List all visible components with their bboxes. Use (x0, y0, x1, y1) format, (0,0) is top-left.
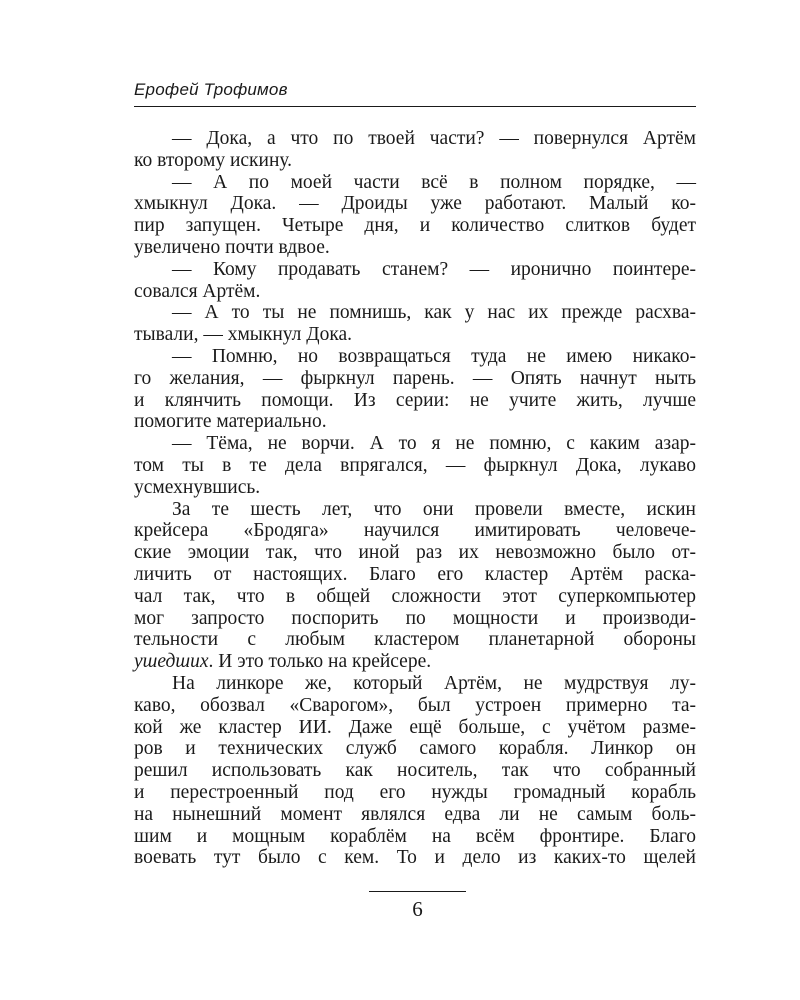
text-line: ко второму искину. (134, 149, 293, 171)
text-line: помогите материально. (134, 411, 327, 433)
text-line: том ты в те дела впрягался, — фыркнул Дока, лукаво (134, 454, 696, 476)
text-line: каво, обозвал «Сварогом», был устроен примерно та- (134, 694, 696, 716)
text-line: мог запросто поспорить по мощности и производи- (134, 607, 696, 629)
text-line: крейсера «Бродяга» научился имитировать человече- (134, 520, 696, 542)
text-line: На линкоре же, который Артём, не мудрствуя лу- (172, 672, 696, 694)
text-line: — А то ты не помнишь, как у нас их прежде расхва- (172, 302, 696, 324)
text-line: и клянчить помощи. Из серии: не учите жить, лучше (134, 389, 696, 411)
text-line: хмыкнул Дока. — Дроиды уже работают. Малый ко- (134, 193, 696, 215)
text-line: — Тёма, не ворчи. А то я не помню, с каким азар- (172, 433, 696, 455)
text-line: тельности с любым кластером планетарной обороны (134, 629, 696, 651)
text-line: и перестроенный под его нужды громадный корабль (134, 781, 696, 803)
text-line: усмехнувшись. (134, 476, 261, 498)
text-line: кой же кластер ИИ. Даже ещё больше, с учётом разме- (134, 716, 696, 738)
text-line: личить от настоящих. Благо его кластер Артём раска- (134, 563, 696, 585)
text-line: пир запущен. Четыре дня, и количество слитков будет (134, 215, 696, 237)
italic-term: ушедших (134, 651, 209, 673)
text-line: — Помню, но возвращаться туда не имею никако- (172, 345, 696, 367)
text-line: — Кому продавать станем? — иронично поинтере- (172, 258, 696, 280)
text-line: — А по моей части всё в полном порядке, — (172, 171, 696, 193)
text-line: ские эмоции так, что иной раз их невозможно было от- (134, 542, 696, 564)
text-line: воевать тут было с кем. То и дело из каких-то щелей (134, 847, 696, 869)
text-line: За те шесть лет, что они провели вместе, искин (172, 498, 696, 520)
text-line: на нынешний момент являлся едва ли не самым боль- (134, 803, 696, 825)
text-line: увеличено почти вдвое. (134, 236, 330, 258)
page-number: 6 (412, 897, 423, 921)
text-line: го желания, — фыркнул парень. — Опять начнут ныть (134, 367, 696, 389)
text-line: решил использовать как носитель, так что собранный (134, 760, 696, 782)
header-rule (134, 106, 696, 107)
text-line: чал так, что в общей сложности этот суперкомпьютер (134, 585, 696, 607)
body-text (134, 128, 696, 869)
text-line: — Дока, а что по твоей части? — повернулся Артём (172, 128, 696, 149)
text-line (134, 651, 696, 673)
text-line: тывали, — хмыкнул Дока. (134, 324, 353, 346)
text-line: ров и технических служб самого корабля. Линкор он (134, 738, 696, 760)
text-line: совался Артём. (134, 280, 261, 302)
line-tail: . И это только на крейсере. (208, 651, 432, 673)
running-title: Ерофей Трофимов (134, 80, 288, 99)
footer-rule (369, 891, 466, 892)
text-line: шим и мощным кораблём на всём фронтире. Благо (134, 825, 696, 847)
